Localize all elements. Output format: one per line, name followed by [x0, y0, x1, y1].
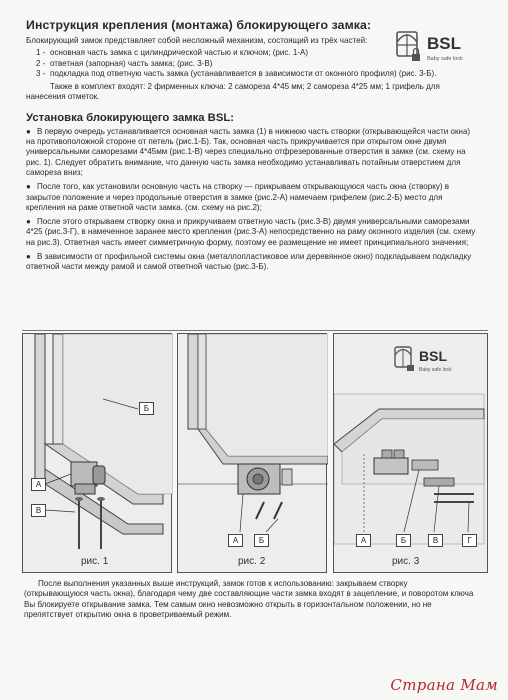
- usage-text: [24, 579, 474, 620]
- figure-caption: рис. 2: [238, 556, 266, 567]
- list-text: подкладка под ответную часть замка (устанавливается в зависимости от оконного профиля) (рис. 3-Б).: [50, 68, 437, 78]
- bsl-logo-small-icon: [394, 344, 416, 374]
- figure-1-illustration: [23, 334, 173, 574]
- list-number: 3 -: [36, 68, 46, 78]
- list-item: [36, 69, 476, 79]
- label-b: Б: [254, 534, 269, 547]
- figure-2: [177, 333, 327, 573]
- bullet-icon: ●: [26, 126, 31, 136]
- steps-list: [26, 127, 476, 273]
- figure-2-illustration: [178, 334, 328, 574]
- list-item: [26, 182, 476, 213]
- bsl-logo-small: [394, 344, 474, 380]
- parts-list: [36, 48, 476, 79]
- bsl-logo-text: BSL: [427, 34, 461, 53]
- intro-paragraph: Блокирующий замок представляет собой несложный механизм, состоящий из трёх частей:: [26, 36, 368, 45]
- instructions-text: [26, 18, 476, 277]
- section-divider: [22, 330, 488, 331]
- step-text: В первую очередь устанавливается основная часть замка (1) в нижнюю часть створки (открывающейся части окна) на противоположной стороне от петель (рис.1-Б). Так, основная часть прикручивается при открытом окне двумя универсальными саморезами 4*45мм (рис.1-В) через специально отфрезерованные отверстия в замке (см. схему на рис. 1). Следует обратить внимание, что данную часть замка необходимо устанавливать потайным отверстием для самореза вниз;: [26, 126, 471, 177]
- list-item: [26, 252, 476, 273]
- kit-paragraph: Также в комплект входят: 2 фирменных ключа: 2 самореза 4*45 мм; 2 самореза 4*25 мм; 1 грифель для нанесения отметок.: [26, 82, 440, 102]
- bullet-icon: ●: [26, 217, 31, 227]
- list-item: [36, 48, 476, 58]
- label-a: А: [356, 534, 371, 547]
- step-text: После того, как установили основную часть на створку — прикрываем открывающуюся часть окна (створку) в закрытое положение и через продольные отверстия в замке (рис.2-А) намечаем грифелем (рис.2-Б) место для крепления на раме ответной части замка. (см. схему на рис.2);: [26, 182, 450, 212]
- list-text: основная часть замка с цилиндрической частью и ключом; (рис. 1-А): [50, 48, 309, 58]
- figure-caption: рис. 1: [81, 556, 109, 567]
- list-item: [36, 59, 476, 69]
- label-v: В: [31, 504, 46, 517]
- page-title: Инструкция крепления (монтажа) блокирующего замка:: [26, 18, 372, 32]
- figure-3: [333, 333, 488, 573]
- figures-section: [22, 333, 488, 573]
- list-text: ответная (запорная) часть замка; (рис. 3-В): [50, 58, 213, 68]
- label-a: А: [31, 478, 46, 491]
- list-item: [26, 217, 476, 248]
- label-g: Г: [462, 534, 477, 547]
- label-b: Б: [396, 534, 411, 547]
- step-text: В зависимости от профильной системы окна (металлопластиковое или деревянное окно) подкладываем подкладку ответной части между рамой и самой ответной частью (рис.3-Б).: [26, 252, 472, 272]
- install-title: Установка блокирующего замка BSL:: [26, 111, 235, 124]
- label-v: В: [428, 534, 443, 547]
- label-b: Б: [139, 402, 154, 415]
- list-item: [26, 127, 476, 178]
- step-text: После этого открываем створку окна и прикручиваем ответную часть (рис.3-В) двумя универсальными саморезами 4*25 (рис.3-Г), в намеченное заранее место крепления (рис.3-А) непосредственно на раму оконного изделия (см. схему на рис.3). Ответная часть имеет симметричную форму, поэтому ее размещение не имеет принципиального значения;: [26, 217, 476, 247]
- outro-paragraph: После выполнения указанных выше инструкций, замок готов к использованию: закрываем створку (открывающуюся часть окна), благодаря чему две составляющие части замка входят в зацепление, и поворотом ключа Вы блокируете открывание замка. Тем самым окно невозможно открыть в горизонтальном положении, но не препятствует открытию окна в проветриваемый режим.: [24, 579, 474, 619]
- figure-1: [22, 333, 172, 573]
- bullet-icon: ●: [26, 252, 31, 262]
- list-number: 2 -: [36, 58, 46, 68]
- list-number: 1 -: [36, 48, 46, 58]
- figure-caption: рис. 3: [392, 556, 420, 567]
- bsl-logo-subtitle: Baby safe lock: [427, 56, 463, 62]
- watermark: Страна Мам: [390, 676, 498, 694]
- bullet-icon: ●: [26, 182, 31, 192]
- bsl-logo-small-text: BSL: [419, 348, 447, 364]
- bsl-logo-small-subtitle: Baby safe lock: [419, 367, 452, 373]
- label-a: А: [228, 534, 243, 547]
